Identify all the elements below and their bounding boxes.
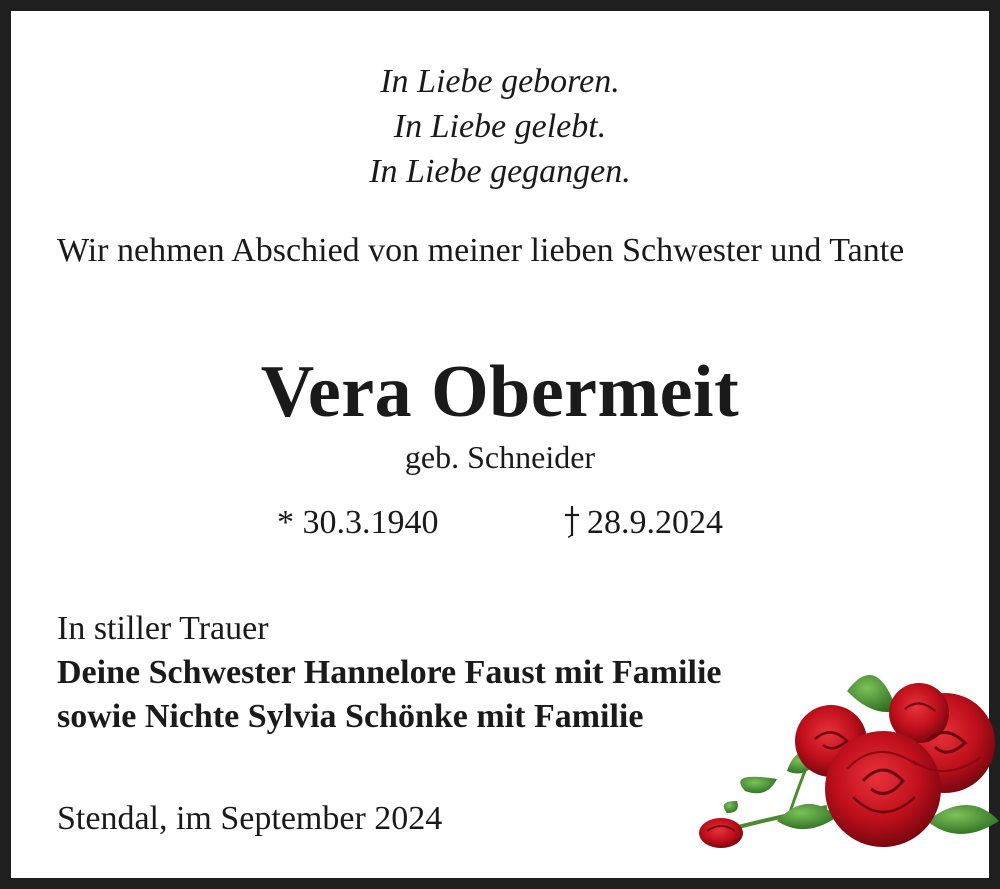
poem-line-1: In Liebe geboren.: [380, 63, 620, 100]
red-roses-image: [687, 651, 1000, 851]
mourners-intro: In stiller Trauer: [57, 610, 269, 647]
birth-date: * 30.3.1940: [277, 504, 439, 541]
deceased-name: Vera Obermeit: [260, 351, 740, 433]
death-date: 28.9.2024: [587, 504, 723, 541]
mourners: [57, 607, 721, 739]
poem-line-2: In Liebe gelebt.: [393, 108, 607, 145]
poem: [11, 59, 989, 194]
farewell-intro: Wir nehmen Abschied von meiner lieben Schwester und Tante: [57, 232, 905, 269]
mourner-line-1: Deine Schwester Hannelore Faust mit Familie: [57, 654, 722, 691]
place-and-date: Stendal, im September 2024: [57, 800, 443, 837]
cross-icon: [561, 504, 583, 538]
mourner-line-2: sowie Nichte Sylvia Schönke mit Familie: [57, 698, 644, 735]
life-dates: [11, 501, 989, 545]
maiden-name: geb. Schneider: [404, 439, 596, 475]
death-date-group: [561, 501, 723, 545]
poem-line-3: In Liebe gegangen.: [369, 153, 631, 190]
